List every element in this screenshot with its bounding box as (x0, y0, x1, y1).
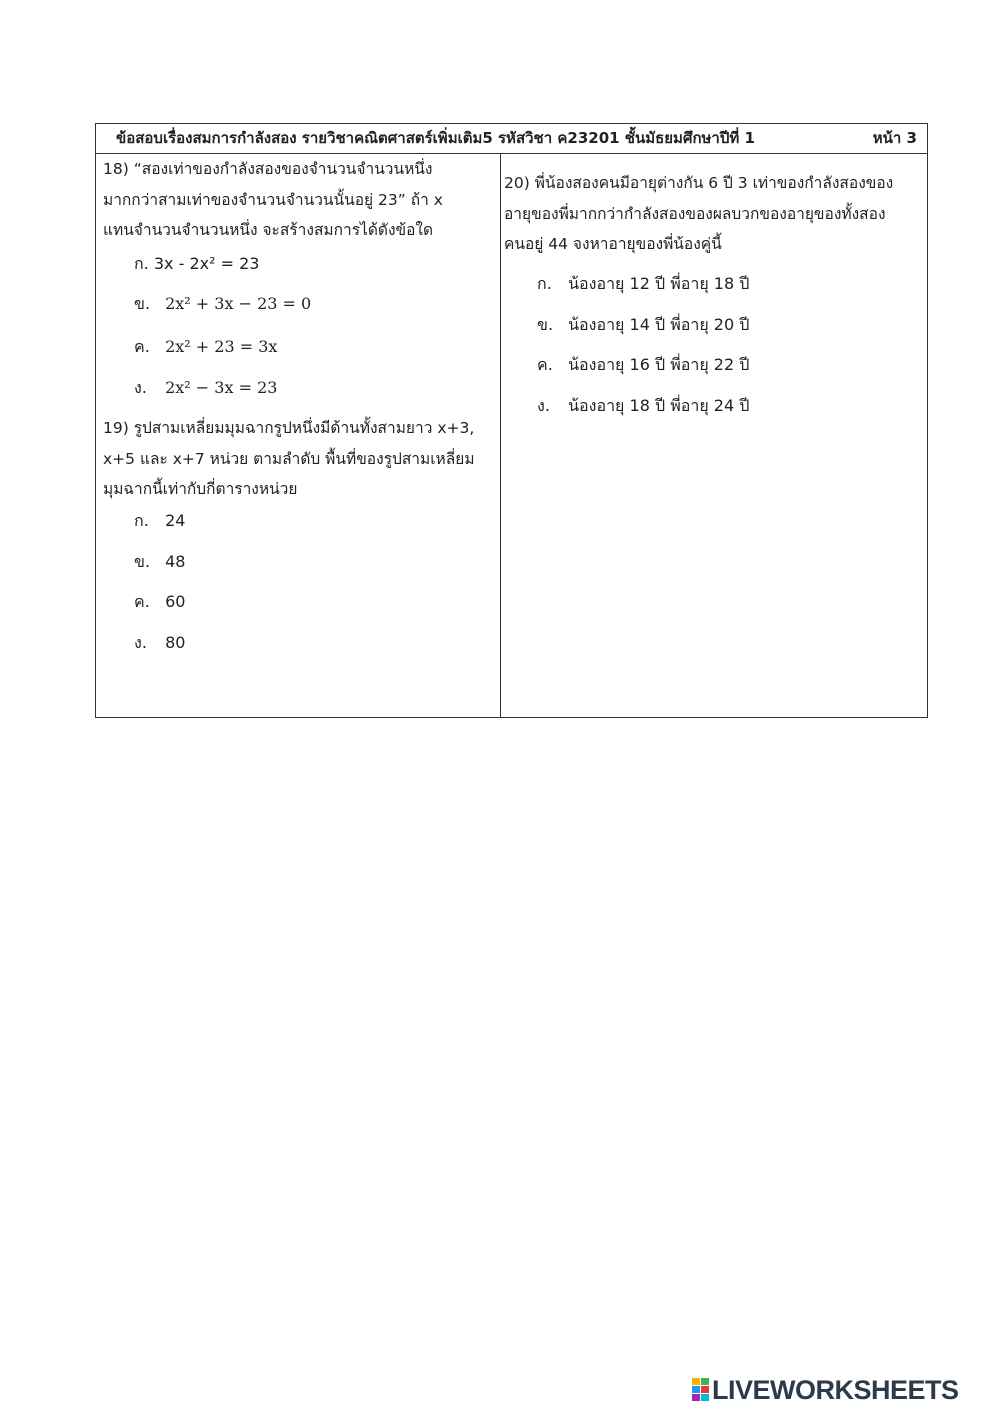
question-20-line-1: 20) พี่น้องสองคนมีอายุต่างกัน 6 ปี 3 เท่าของกำลังสองของ (504, 174, 894, 192)
q18-option-c[interactable] (134, 335, 277, 360)
q20-option-c[interactable] (537, 353, 749, 378)
q20-option-a-label: ก. (537, 274, 552, 293)
question-18-line-1: 18) “สองเท่าของกำลังสองของจำนวนจำนวนหนึ่ง (103, 160, 433, 178)
header-row (96, 124, 927, 154)
q19-option-d-text: 80 (165, 633, 186, 652)
q19-option-a-text: 24 (165, 511, 186, 530)
q18-option-d-text: 2x² − 3x = 23 (165, 378, 278, 397)
q20-option-c-text: น้องอายุ 16 ปี พี่อายุ 22 ปี (568, 355, 750, 374)
question-19-line-2: x+5 และ x+7 หน่วย ตามลำดับ พื้นที่ของรูปสามเหลี่ยม (103, 449, 475, 468)
question-18-line-2: มากกว่าสามเท่าของจำนวนจำนวนนั้นอยู่ 23” ถ้า x (103, 190, 443, 209)
q19-option-a[interactable] (134, 509, 185, 534)
q20-option-b-label: ข. (537, 315, 554, 334)
q19-option-b[interactable] (134, 550, 185, 575)
q20-option-b-text: น้องอายุ 14 ปี พี่อายุ 20 ปี (568, 315, 750, 334)
left-column (96, 154, 501, 717)
question-18 (103, 154, 443, 246)
q20-option-d-text: น้องอายุ 18 ปี พี่อายุ 24 ปี (568, 396, 750, 415)
q18-option-a[interactable] (134, 252, 259, 277)
liveworksheets-logo[interactable] (692, 1376, 959, 1404)
liveworksheets-wordmark: LIVEWORKSHEETS (712, 1374, 959, 1405)
question-19-line-3: มุมฉากนี้เท่ากับกี่ตารางหน่วย (103, 480, 298, 498)
q19-option-b-label: ข. (134, 552, 151, 571)
worksheet-table (95, 123, 928, 718)
q19-option-c[interactable] (134, 590, 185, 615)
q19-option-a-label: ก. (134, 511, 149, 530)
q18-option-b[interactable] (134, 292, 311, 317)
q18-option-a-label: ก. (134, 254, 149, 273)
right-column (501, 154, 927, 717)
q20-option-d[interactable] (537, 394, 749, 419)
header-title: ข้อสอบเรื่องสมการกำลังสอง รายวิชาคณิตศาสตร์เพิ่มเติม5 รหัสวิชา ค23201 ชั้นมัธยมศึกษาปีที่ 1 (116, 129, 755, 147)
q19-option-d-label: ง. (134, 633, 147, 652)
liveworksheets-icon (692, 1378, 710, 1402)
q20-option-b[interactable] (537, 313, 749, 338)
q20-option-a-text: น้องอายุ 12 ปี พี่อายุ 18 ปี (568, 274, 750, 293)
question-19-line-1: 19) รูปสามเหลี่ยมมุมฉากรูปหนึ่งมีด้านทั้งสามยาว x+3, (103, 419, 475, 437)
question-20-line-2: อายุของพี่มากกว่ากำลังสองของผลบวกของอายุของทั้งสอง (504, 204, 886, 223)
q18-option-b-label: ข. (134, 294, 151, 313)
question-19 (103, 413, 475, 505)
question-20-line-3: คนอยู่ 44 จงหาอายุของพี่น้องคู่นี้ (504, 235, 722, 253)
q18-option-d-label: ง. (134, 378, 147, 397)
q18-option-d[interactable] (134, 376, 277, 401)
q20-option-c-label: ค. (537, 355, 553, 374)
q20-option-a[interactable] (537, 272, 749, 297)
q19-option-b-text: 48 (165, 552, 186, 571)
header-page-number: หน้า 3 (872, 129, 917, 147)
q18-option-c-label: ค. (134, 337, 150, 356)
q19-option-c-text: 60 (165, 592, 186, 611)
question-20 (504, 168, 893, 260)
question-18-line-3: แทนจำนวนจำนวนหนึ่ง จะสร้างสมการได้ดังข้อใด (103, 221, 434, 239)
q19-option-d[interactable] (134, 631, 185, 656)
q19-option-c-label: ค. (134, 592, 150, 611)
q18-option-c-text: 2x² + 23 = 3x (165, 337, 278, 356)
q18-option-a-text: 3x - 2x² = 23 (153, 254, 260, 273)
q20-option-d-label: ง. (537, 396, 550, 415)
q18-option-b-text: 2x² + 3x − 23 = 0 (165, 294, 312, 313)
